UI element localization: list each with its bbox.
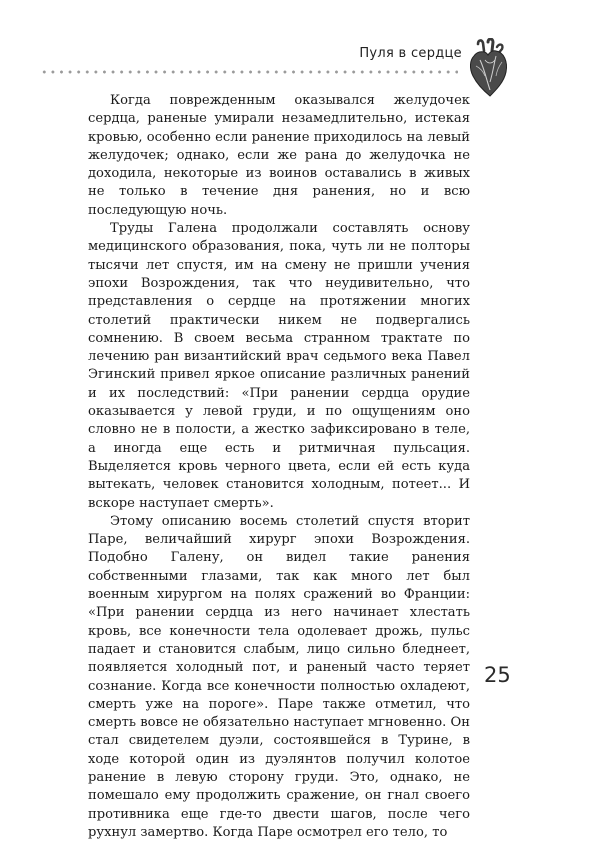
running-title: Пуля в сердце: [359, 46, 462, 61]
dotted-rule: [40, 70, 458, 74]
paragraph: Когда поврежденным оказывался желудочек сердца, раненые умирали незамедлительно, истекая кровью, особенно если ранение приходилось на левый желудочек; однако, если же рана до желудочка не доходила, некоторые из воинов оставались в живых не только в течение дня ранения, но и всю последующую ночь.: [88, 93, 470, 218]
paragraph: Труды Галена продолжали составлять основу медицинского образования, пока, чуть ли не полторы тысячи лет спустя, им на смену не пришли учения эпохи Возрождения, так что неудивительно, что представления о сердце на протяжении многих столетий практически никем не подвергались сомнению. В своем весьма странном трактате по лечению ран византийский врач седьмого века Павел Эгинский привел яркое описание различных ранений и их последствий: «При ранении сердца орудие оказывается у левой груди, и по ощущениям оно словно не в полости, а жестко зафиксировано в теле, а иногда еще есть и ритмичная пульсация. Выделяется кровь черного цвета, если ей есть куда вытекать, человек становится холодным, потеет... И вскоре наступает смерть».: [88, 221, 470, 511]
paragraph: Этому описанию восемь столетий спустя вторит Паре, величайший хирург эпохи Возрождения. Подобно Галену, он видел такие ранения собственными глазами, так как много лет был военным хирургом на полях сражений во Франции: «При ранении сердца из него начинает хлестать кровь, все конечности тела одолевает дрожь, пульс падает и становится слабым, лицо сильно бледнеет, появляется холодный пот, и раненый часто теряет сознание. Когда все конечности полностью охладеют, смерть уже на пороге». Паре также отметил, что смерть вовсе не обязательно наступает мгновенно. Он стал свидетелем дуэли, состоявшейся в Турине, в ходе которой один из дуэлянтов получил колотое ранение в левую сторону груди. Это, однако, не помешало ему продолжить сражение, он гнал своего противника еще где-то двести шагов, после чего рухнул замертво. Когда Паре осмотрел его тело, то: [88, 513, 470, 840]
body-text: [88, 92, 470, 842]
page-number: 25: [484, 663, 511, 687]
anatomical-heart-icon: [466, 38, 512, 98]
